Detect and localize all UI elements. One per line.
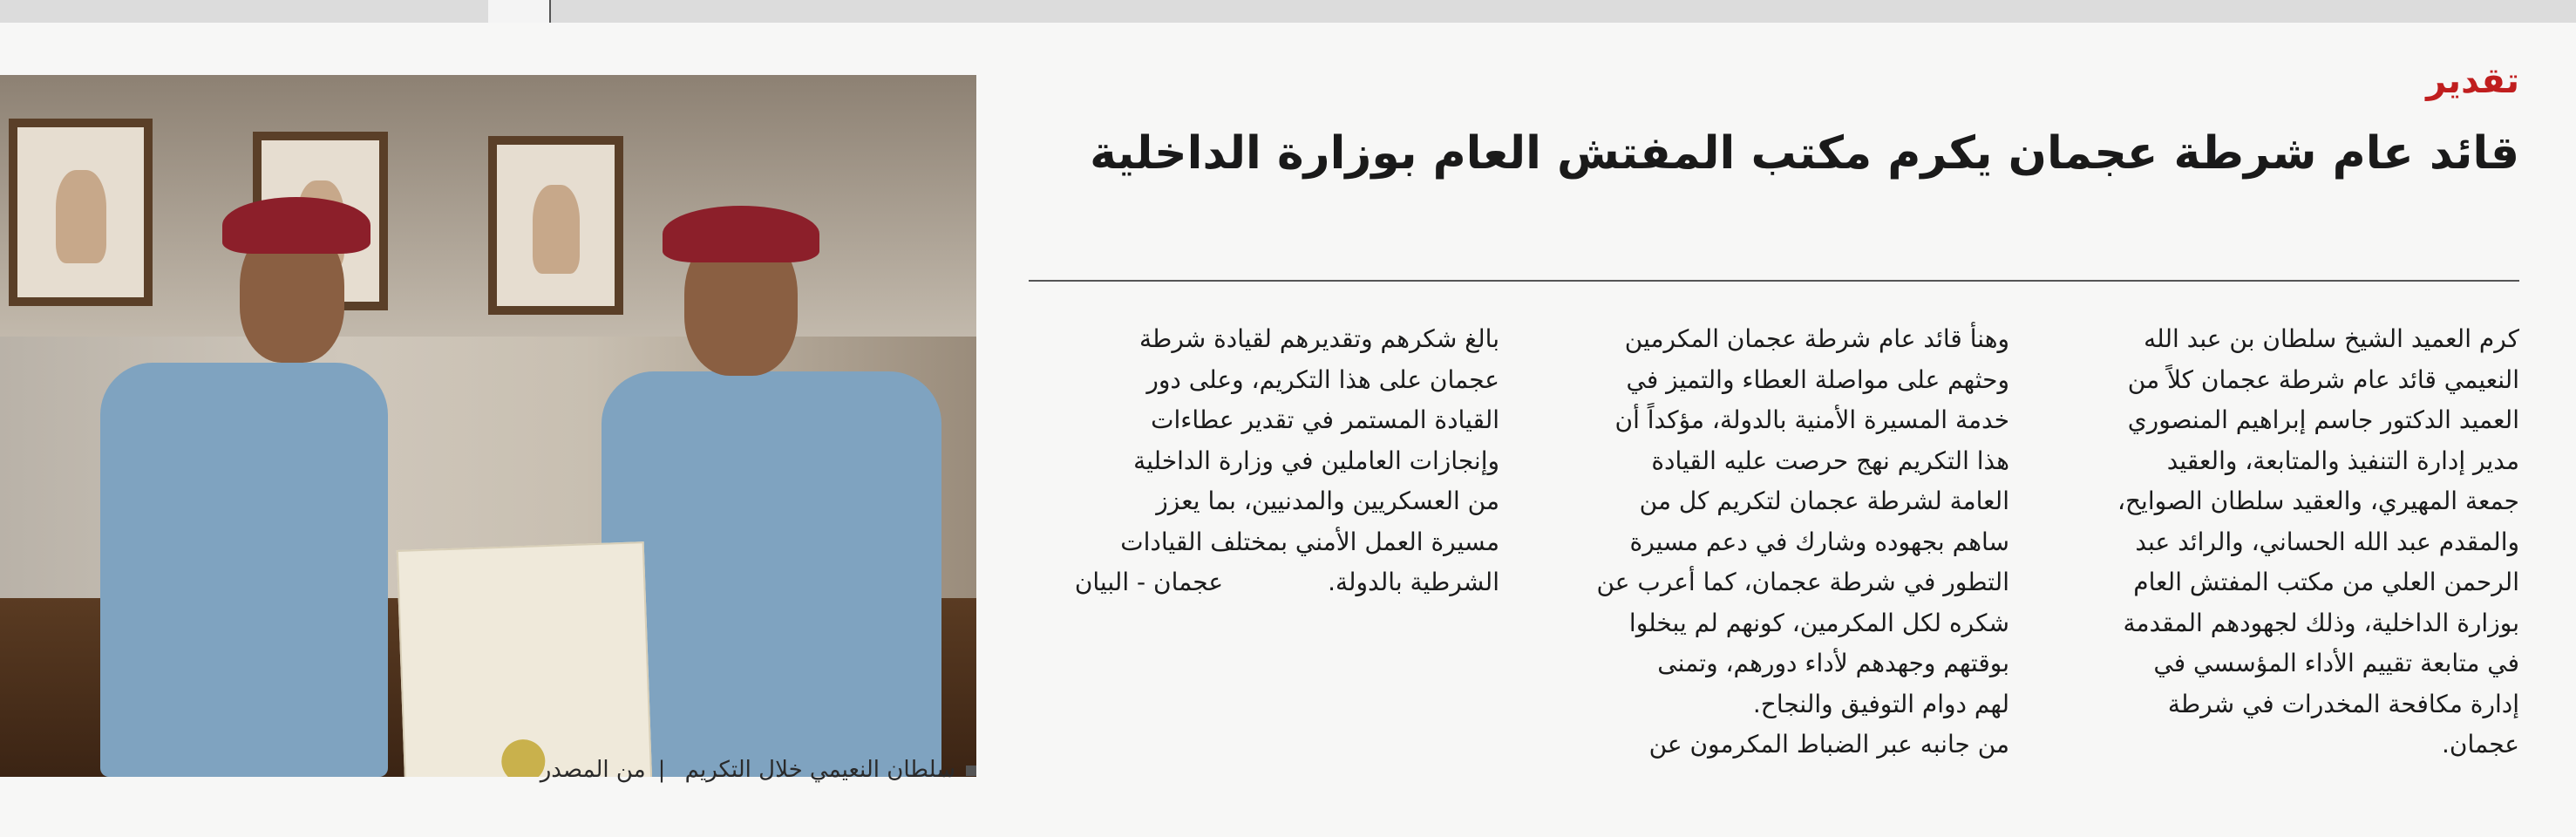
photo-caption [453,757,976,795]
photo-frame-left [9,119,153,306]
officer-left-beret [222,197,370,254]
caption-separator: | [657,757,666,783]
officer-left [100,363,388,777]
newspaper-page [0,23,2576,837]
portrait-face [56,170,106,263]
article-photo [0,75,976,777]
article-column-2: وهنأ قائد عام شرطة عجمان المكرمين وحثهم على مواصلة العطاء والتميز في خدمة المسيرة الأمنية بالدولة، مؤكداً أن هذا التكريم نهج حرصت عليه القيادة العامة لشرطة عجمان لتكريم كل من ساهم بجهوده وشارك في دعم مسيرة التطور في شرطة عجمان، كما أعرب عن شكره لكل المكرمين، كونهم لم يبخلوا بوقتهم وجهدهم لأداء دورهم، وتمنى لهم دوام التوفيق والنجاح. من جانبه عبر الضباط المكرمون عن [1596,324,2009,759]
article-byline: عجمان - البيان [1074,568,1224,596]
officer-right [602,371,941,777]
caption-text: سلطان النعيمي خلال التكريم [684,757,955,783]
caption-credit: من المصدر [540,757,646,783]
article-column-1: كرم العميد الشيخ سلطان بن عبد الله النعيمي قائد عام شرطة عجمان كلاً من العميد الدكتور جاسم إبراهيم المنصوري مدير إدارة التنفيذ والمتابعة، والعقيد جمعة المهيري، والعقيد سلطان الصوايح، والمقدم عبد الله الحساني، والرائد عبد الرحمن العلي من مكتب المفتش العام بوزارة الداخلية، وذلك لجهودهم المقدمة في متابعة تقييم الأداء المؤسسي في إدارة مكافحة المخدرات في شرطة عجمان. [2117,324,2519,759]
article-column-3 [1029,319,1499,603]
photo-frame-right [488,136,623,315]
officer-right-beret [663,206,819,262]
caption-bullet [966,766,976,776]
portrait-face [533,185,580,274]
article-headline: قائد عام شرطة عجمان يكرم مكتب المفتش العام بوزارة الداخلية [1090,127,2519,180]
certificate [397,541,653,777]
column-3-text: بالغ شكرهم وتقديرهم لقيادة شرطة عجمان على هذا التكريم، وعلى دور القيادة المستمر في تقدير عطاءات وإنجازات العاملين في وزارة الداخلية من العسكريين والمدنيين، بما يعزز مسيرة العمل الأمني بمختلف القيادات الشرطية بالدولة. [1120,324,1499,596]
article-kicker: تقدير [2426,61,2519,101]
headline-rule [1029,280,2519,282]
